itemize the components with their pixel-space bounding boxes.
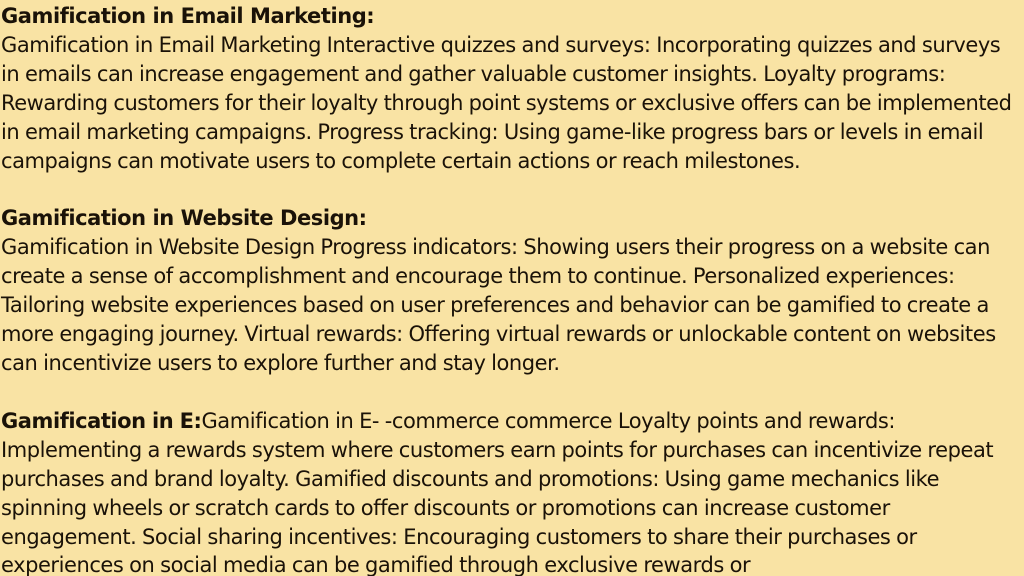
section-heading: Gamification in E: bbox=[1, 408, 202, 433]
section-email-marketing bbox=[1, 2, 1024, 175]
section-paragraph bbox=[1, 407, 1024, 576]
section-body: Gamification in Website Design Progress indicators: Showing users their progress on a website can create a sense of accomplishment and encourage them to continue. Personalized experiences: Tailoring website experiences based on user preferences and behavior can be gamified to create a more engaging journey. Virtual rewards: Offering virtual rewards or unlockable content on websites can incentivize users to explore further and stay longer. bbox=[1, 235, 996, 375]
section-body: Gamification in E- -commerce commerce Loyalty points and rewards: Implementing a rewards system where customers earn points for purchases can incentivize repeat purchases and brand loyalty. Gamified discounts and promotions: Using game mechanics like spinning wheels or scratch cards to offer discounts or promotions can increase customer engagement. Social sharing incentives: Encouraging customers to share their purchases or experiences on social media can be gamified through exclusive rewards or bbox=[1, 408, 994, 576]
section-website-design bbox=[1, 204, 1024, 377]
section-body: Gamification in Email Marketing Interactive quizzes and surveys: Incorporating quizzes and surveys in emails can increase engagement and gather valuable customer insights. Loyalty programs: Rewarding customers for their loyalty through point systems or exclusive offers can be implemented in email marketing campaigns. Progress tracking: Using game-like progress bars or levels in email campaigns can motivate users to complete certain actions or reach milestones. bbox=[1, 32, 1012, 173]
section-heading: Gamification in Website Design: bbox=[1, 206, 367, 231]
section-heading: Gamification in Email Marketing: bbox=[1, 4, 375, 28]
section-ecommerce bbox=[1, 407, 1024, 576]
